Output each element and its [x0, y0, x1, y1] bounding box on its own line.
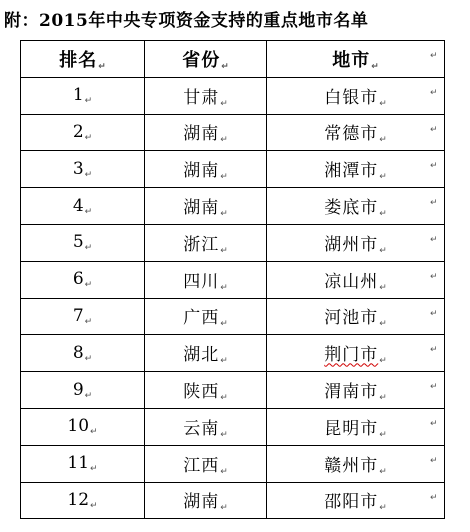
rank-cell-text: 5: [72, 232, 84, 253]
paragraph-mark-icon: ↵: [84, 206, 93, 217]
paragraph-mark-icon: ↵: [84, 353, 93, 364]
row-end-mark-icon: ↵: [430, 235, 438, 245]
rank-cell: [21, 335, 145, 372]
row-end-mark-icon: ↵: [430, 455, 438, 466]
rank-cell: [21, 77, 145, 114]
city-cell: [267, 114, 445, 151]
row-end-mark-icon: ↵: [430, 161, 438, 172]
rank-cell: [21, 188, 145, 225]
city-cell-text: 赣州市: [324, 455, 379, 476]
table-row: [21, 445, 445, 482]
rank-cell-text: 12: [67, 489, 90, 510]
province-cell: [145, 482, 267, 519]
row-end-mark-icon: ↵: [430, 198, 438, 209]
table-row: [21, 77, 445, 114]
city-cell: [267, 188, 445, 225]
city-cell-text: 邵阳市: [324, 492, 379, 513]
city-cell: [267, 77, 445, 114]
city-cell-text: 凉山州: [324, 271, 379, 292]
paragraph-mark-icon: ↵: [220, 245, 228, 256]
table-row: [21, 188, 445, 225]
city-cell: [267, 482, 445, 519]
paragraph-mark-icon: ↵: [220, 429, 228, 440]
province-cell-text: 陕西: [183, 382, 220, 403]
rank-cell: [21, 261, 145, 298]
rank-cell-text: 9: [72, 379, 84, 400]
rank-cell-text: 8: [72, 342, 84, 363]
table-row: [21, 335, 445, 372]
rank-cell: [21, 298, 145, 335]
rank-cell-text: 1: [72, 85, 84, 106]
paragraph-mark-icon: ↵: [220, 319, 228, 330]
paragraph-mark-icon: ↵: [220, 209, 228, 220]
paragraph-mark-icon: ↵: [379, 503, 387, 514]
province-cell-text: 云南: [183, 418, 220, 439]
city-cell-text: 河池市: [324, 308, 379, 329]
province-cell: [145, 445, 267, 482]
city-ranking-table: [20, 40, 445, 519]
paragraph-mark-icon: ↵: [84, 280, 93, 291]
paragraph-mark-icon: ↵: [220, 98, 228, 109]
paragraph-mark-icon: ↵: [379, 319, 387, 330]
province-cell-text: 甘肃: [183, 87, 220, 108]
rank-cell-text: 7: [72, 305, 84, 326]
paragraph-mark-icon: ↵: [220, 356, 228, 367]
rank-cell: [21, 408, 145, 445]
province-cell: [145, 114, 267, 151]
city-cell-text: 常德市: [324, 124, 379, 145]
row-end-mark-icon: ↵: [430, 308, 438, 319]
row-end-mark-icon: ↵: [430, 51, 438, 61]
province-cell-text: 江西: [183, 455, 220, 476]
rank-cell-text: 2: [72, 121, 84, 142]
paragraph-mark-icon: ↵: [379, 282, 387, 293]
paragraph-mark-icon: ↵: [98, 61, 106, 72]
city-cell-text: 白银市: [324, 87, 379, 108]
province-cell: [145, 224, 267, 261]
city-cell: [267, 372, 445, 409]
paragraph-mark-icon: ↵: [84, 132, 93, 143]
city-cell: [267, 261, 445, 298]
rank-cell-text: 10: [67, 416, 90, 437]
paragraph-mark-icon: ↵: [90, 427, 98, 438]
province-cell-text: 湖南: [183, 161, 220, 182]
paragraph-mark-icon: ↵: [379, 356, 387, 367]
row-end-mark-icon: ↵: [430, 382, 438, 393]
paragraph-mark-icon: ↵: [379, 429, 387, 440]
city-cell-text: 湖州市: [324, 234, 379, 255]
paragraph-mark-icon: ↵: [379, 466, 387, 477]
city-cell: [267, 335, 445, 372]
document-title: 附：2015年中央专项资金支持的重点地市名单: [4, 11, 369, 31]
city-cell: [267, 445, 445, 482]
city-cell-text: 昆明市: [324, 418, 379, 439]
paragraph-mark-icon: ↵: [220, 393, 228, 404]
header-city: 地市↵: [267, 41, 445, 78]
paragraph-mark-icon: ↵: [90, 464, 98, 475]
province-cell-text: 浙江: [183, 234, 220, 255]
paragraph-mark-icon: ↵: [379, 209, 387, 220]
province-cell: [145, 261, 267, 298]
city-cell-text: 娄底市: [324, 198, 379, 219]
table-row: [21, 224, 445, 261]
city-cell: [267, 151, 445, 188]
rank-cell: [21, 224, 145, 261]
paragraph-mark-icon: ↵: [84, 390, 93, 401]
province-cell-text: 湖南: [183, 492, 220, 513]
header-rank: 排名↵: [21, 41, 145, 78]
paragraph-mark-icon: ↵: [90, 500, 98, 511]
header-province: 省份↵: [145, 41, 267, 78]
city-cell-text: 湘潭市: [324, 161, 379, 182]
province-cell: [145, 408, 267, 445]
paragraph-mark-icon: ↵: [84, 169, 93, 180]
rank-cell-text: 3: [72, 158, 84, 179]
province-cell-text: 广西: [183, 308, 220, 329]
province-cell: [145, 188, 267, 225]
paragraph-mark-icon: ↵: [379, 135, 387, 146]
paragraph-mark-icon: ↵: [220, 282, 228, 293]
table-row: [21, 408, 445, 445]
paragraph-mark-icon: ↵: [84, 243, 93, 254]
paragraph-mark-icon: ↵: [379, 393, 387, 404]
rank-cell: [21, 445, 145, 482]
rank-cell: [21, 372, 145, 409]
paragraph-mark-icon: ↵: [84, 316, 93, 327]
rank-cell-text: 4: [72, 195, 84, 216]
province-cell-text: 四川: [183, 271, 220, 292]
paragraph-mark-icon: ↵: [220, 466, 228, 477]
rank-cell-text: 11: [67, 453, 90, 474]
city-cell: [267, 224, 445, 261]
row-end-mark-icon: ↵: [430, 492, 438, 503]
table-row: [21, 261, 445, 298]
province-cell: [145, 335, 267, 372]
province-cell-text: 湖南: [183, 198, 220, 219]
table-row: [21, 151, 445, 188]
city-cell: [267, 298, 445, 335]
city-cell-text: 渭南市: [324, 382, 379, 403]
paragraph-mark-icon: ↵: [379, 245, 387, 256]
row-end-mark-icon: ↵: [430, 87, 438, 98]
province-cell: [145, 372, 267, 409]
rank-cell: [21, 482, 145, 519]
row-end-mark-icon: ↵: [430, 345, 438, 356]
table-row: [21, 372, 445, 409]
row-end-mark-icon: ↵: [430, 419, 438, 429]
paragraph-mark-icon: ↵: [379, 172, 387, 183]
row-end-mark-icon: ↵: [430, 271, 438, 282]
table-header-row: [21, 41, 445, 78]
rank-cell: [21, 114, 145, 151]
province-cell-text: 湖南: [183, 124, 220, 145]
table-row: [21, 114, 445, 151]
province-cell: [145, 298, 267, 335]
paragraph-mark-icon: ↵: [220, 172, 228, 183]
province-cell: [145, 151, 267, 188]
table-row: [21, 298, 445, 335]
paragraph-mark-icon: ↵: [379, 98, 387, 109]
table-row: [21, 482, 445, 519]
city-cell: [267, 408, 445, 445]
city-cell-text: 荆门市: [324, 345, 379, 366]
row-end-mark-icon: ↵: [430, 124, 438, 135]
rank-cell: [21, 151, 145, 188]
paragraph-mark-icon: ↵: [221, 61, 229, 72]
province-cell: [145, 77, 267, 114]
paragraph-mark-icon: ↵: [220, 135, 228, 146]
paragraph-mark-icon: ↵: [84, 96, 93, 107]
paragraph-mark-icon: ↵: [220, 503, 228, 514]
paragraph-mark-icon: ↵: [371, 61, 379, 72]
province-cell-text: 湖北: [183, 345, 220, 366]
rank-cell-text: 6: [72, 269, 84, 290]
